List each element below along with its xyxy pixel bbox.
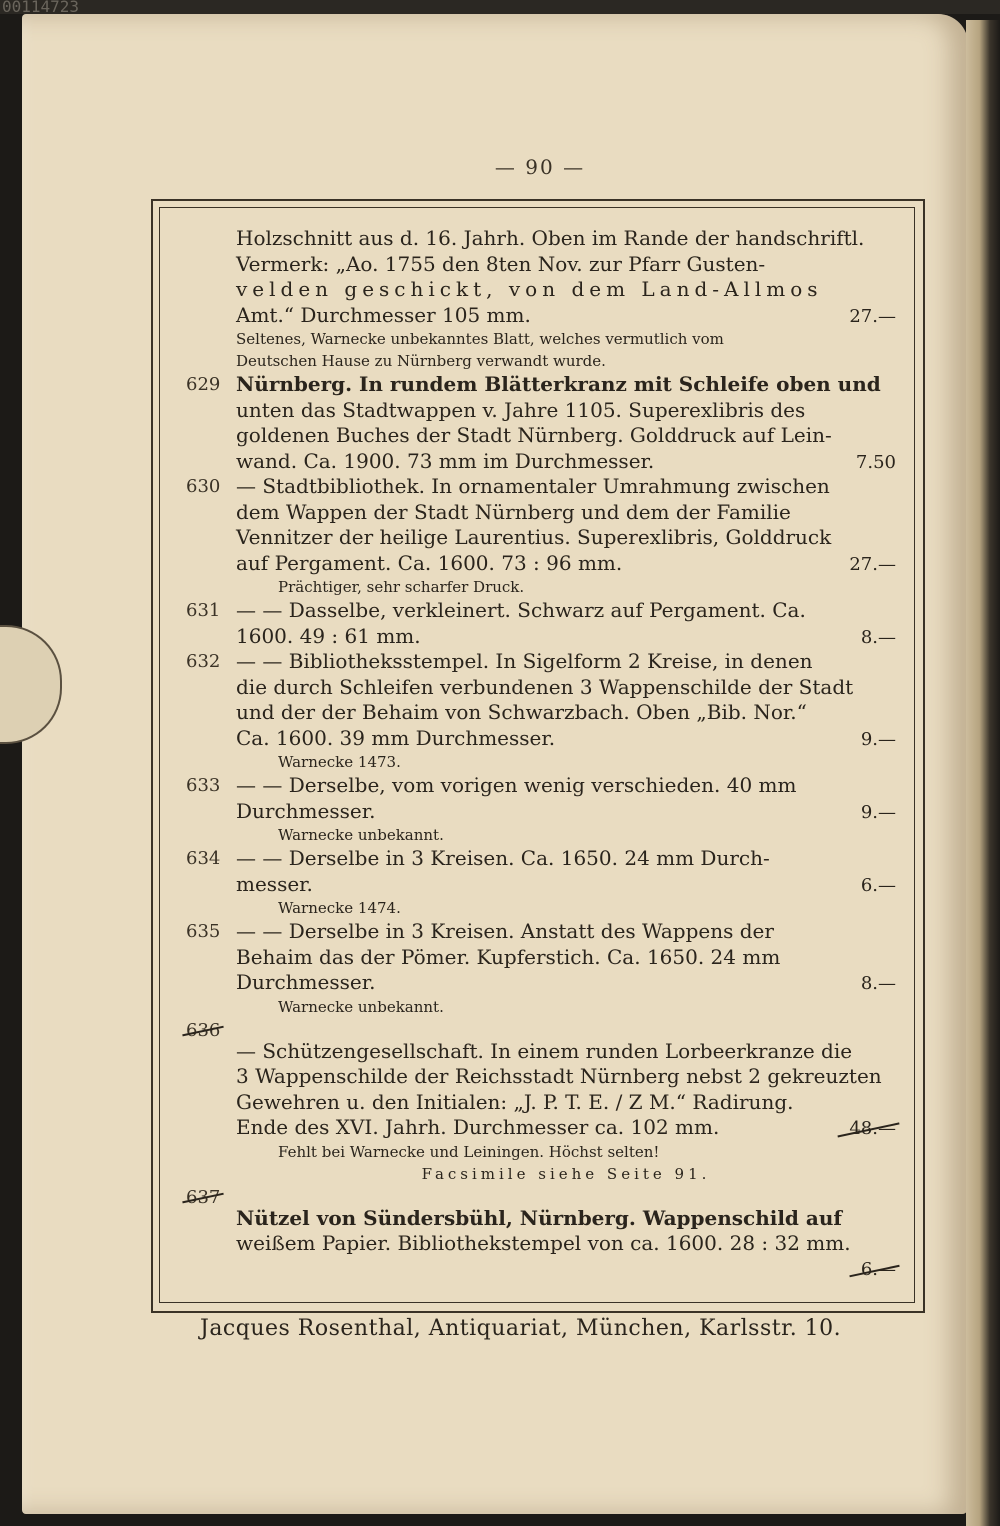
price: 6.— bbox=[860, 874, 896, 896]
entry-line: — — Derselbe in 3 Kreisen. Ca. 1650. 24 mm Durch- bbox=[236, 846, 770, 870]
entry-line: Gewehren u. den Initialen: „J. P. T. E. / Z M.“ Radirung. bbox=[236, 1089, 794, 1114]
catalog-entry-633 bbox=[186, 773, 896, 846]
entry-number: 630 bbox=[186, 476, 221, 497]
entry-line: dem Wappen der Stadt Nürnberg und dem der Familie bbox=[236, 499, 791, 524]
catalog-entry-637 bbox=[186, 1185, 896, 1283]
entry-line: 3 Wappenschilde der Reichsstadt Nürnberg nebst 2 gekreuzten bbox=[236, 1064, 882, 1088]
page-number: — 90 — bbox=[494, 155, 586, 179]
entry-line: — — Derselbe, vom vorigen wenig verschieden. 40 mm bbox=[236, 773, 797, 797]
entry-number: 637 bbox=[186, 1186, 221, 1208]
entry-line: unten das Stadtwappen v. Jahre 1105. Superexlibris des bbox=[236, 397, 806, 422]
entry-line: und der der Behaim von Schwarzbach. Oben „Bib. Nor.“ bbox=[236, 700, 807, 724]
entry-line: Nützel von Sündersbühl, Nürnberg. Wappenschild auf bbox=[236, 1205, 842, 1230]
entry-line: Vennitzer der heilige Laurentius. Superexlibris, Golddruck bbox=[236, 525, 832, 549]
entry-number: 635 bbox=[186, 921, 221, 942]
entry-line: Ca. 1600. 39 mm Durchmesser. 9.— bbox=[236, 726, 896, 752]
entry-line: Nürnberg. In rundem Blätterkranz mit Schleife oben und bbox=[236, 372, 881, 396]
entry-number: 636 bbox=[186, 1019, 221, 1041]
catalog-entry-632 bbox=[186, 649, 896, 773]
publisher-footer: Jacques Rosenthal, Antiquariat, München, Karlsstr. 10. bbox=[200, 1316, 842, 1341]
entry-number: 629 bbox=[186, 374, 221, 395]
entry-line: Amt.“ Durchmesser 105 mm. 27.— bbox=[236, 303, 896, 329]
entry-note: Facsimile siehe Seite 91. bbox=[421, 1164, 711, 1183]
entry-note: Fehlt bei Warnecke und Leiningen. Höchst selten! bbox=[278, 1142, 660, 1161]
entry-line: — — Dasselbe, verkleinert. Schwarz auf Pergament. Ca. bbox=[236, 598, 806, 622]
entry-number: 632 bbox=[186, 651, 221, 672]
entry-line: Durchmesser. 8.— bbox=[236, 970, 896, 996]
entry-line: auf Pergament. Ca. 1600. 73 : 96 mm. 27.— bbox=[236, 551, 896, 577]
price: 27.— bbox=[849, 553, 896, 575]
catalog-entry-635 bbox=[186, 919, 896, 1018]
entry-line: Vermerk: „Ao. 1755 den 8ten Nov. zur Pfarr Gusten- bbox=[236, 251, 766, 276]
entry-line: — Schützengesellschaft. In einem runden Lorbeerkranze die bbox=[236, 1038, 853, 1063]
catalog-text bbox=[186, 226, 896, 1282]
price: 27.— bbox=[849, 305, 896, 327]
entry-line: — Stadtbibliothek. In ornamentaler Umrahmung zwischen bbox=[236, 474, 830, 498]
entry-note: Warnecke 1473. bbox=[278, 753, 401, 771]
entry-note: Warnecke unbekannt. bbox=[278, 826, 444, 844]
entry-line: — — Derselbe in 3 Kreisen. Anstatt des Wappens der bbox=[236, 919, 774, 943]
entry-line: — — Bibliotheksstempel. In Sigelform 2 Kreise, in denen bbox=[236, 649, 813, 673]
entry-note: Prächtiger, sehr scharfer Druck. bbox=[278, 578, 525, 596]
entry-line: weißem Papier. Bibliothekstempel von ca. 1600. 28 : 32 mm. bbox=[236, 1231, 851, 1255]
catalog-entry-634 bbox=[186, 846, 896, 919]
entry-note: Seltenes, Warnecke unbekanntes Blatt, welches vermutlich vom bbox=[236, 330, 724, 348]
price: 6.— bbox=[853, 1257, 896, 1283]
price: 8.— bbox=[860, 973, 896, 994]
price: 9.— bbox=[860, 801, 896, 823]
entry-note: Deutschen Hause zu Nürnberg verwandt wurde. bbox=[236, 352, 606, 370]
price: 9.— bbox=[860, 728, 896, 750]
entry-line: wand. Ca. 1900. 73 mm im Durchmesser. 7.50 bbox=[236, 449, 896, 475]
entry-line: Ende des XVI. Jahrh. Durchmesser ca. 102 mm. 48.— bbox=[236, 1115, 896, 1141]
entry-number: 634 bbox=[186, 848, 221, 869]
entry-line: Durchmesser. 9.— bbox=[236, 799, 896, 825]
catalog-entry-631 bbox=[186, 598, 896, 649]
entry-line: Holzschnitt aus d. 16. Jahrh. Oben im Rande der handschriftl. bbox=[236, 226, 865, 250]
entry-note: Warnecke 1474. bbox=[278, 899, 401, 917]
page-edge bbox=[966, 20, 1000, 1526]
entry-line: die durch Schleifen verbundenen 3 Wappenschilde der Stadt bbox=[236, 674, 854, 699]
catalog-entry-629 bbox=[186, 372, 896, 474]
entry-note: Warnecke unbekannt. bbox=[278, 997, 444, 1016]
entry-line: messer. 6.— bbox=[236, 872, 896, 898]
entry-line bbox=[236, 1257, 896, 1283]
entry-continuation bbox=[236, 226, 896, 372]
price: 7.50 bbox=[855, 451, 896, 473]
entry-number: 631 bbox=[186, 600, 221, 621]
entry-line: Behaim das der Pömer. Kupferstich. Ca. 1650. 24 mm bbox=[236, 944, 781, 969]
price: 8.— bbox=[860, 626, 896, 648]
entry-line: velden geschickt, von dem Land-Allmos bbox=[236, 277, 823, 301]
catalog-entry-630 bbox=[186, 474, 896, 598]
entry-line: 1600. 49 : 61 mm. 8.— bbox=[236, 624, 896, 650]
scan-label: 00114723 bbox=[0, 0, 1000, 14]
entry-line: goldenen Buches der Stadt Nürnberg. Golddruck auf Lein- bbox=[236, 423, 832, 447]
entry-number: 633 bbox=[186, 775, 221, 796]
price: 48.— bbox=[841, 1116, 896, 1142]
catalog-entry-636 bbox=[186, 1018, 896, 1185]
